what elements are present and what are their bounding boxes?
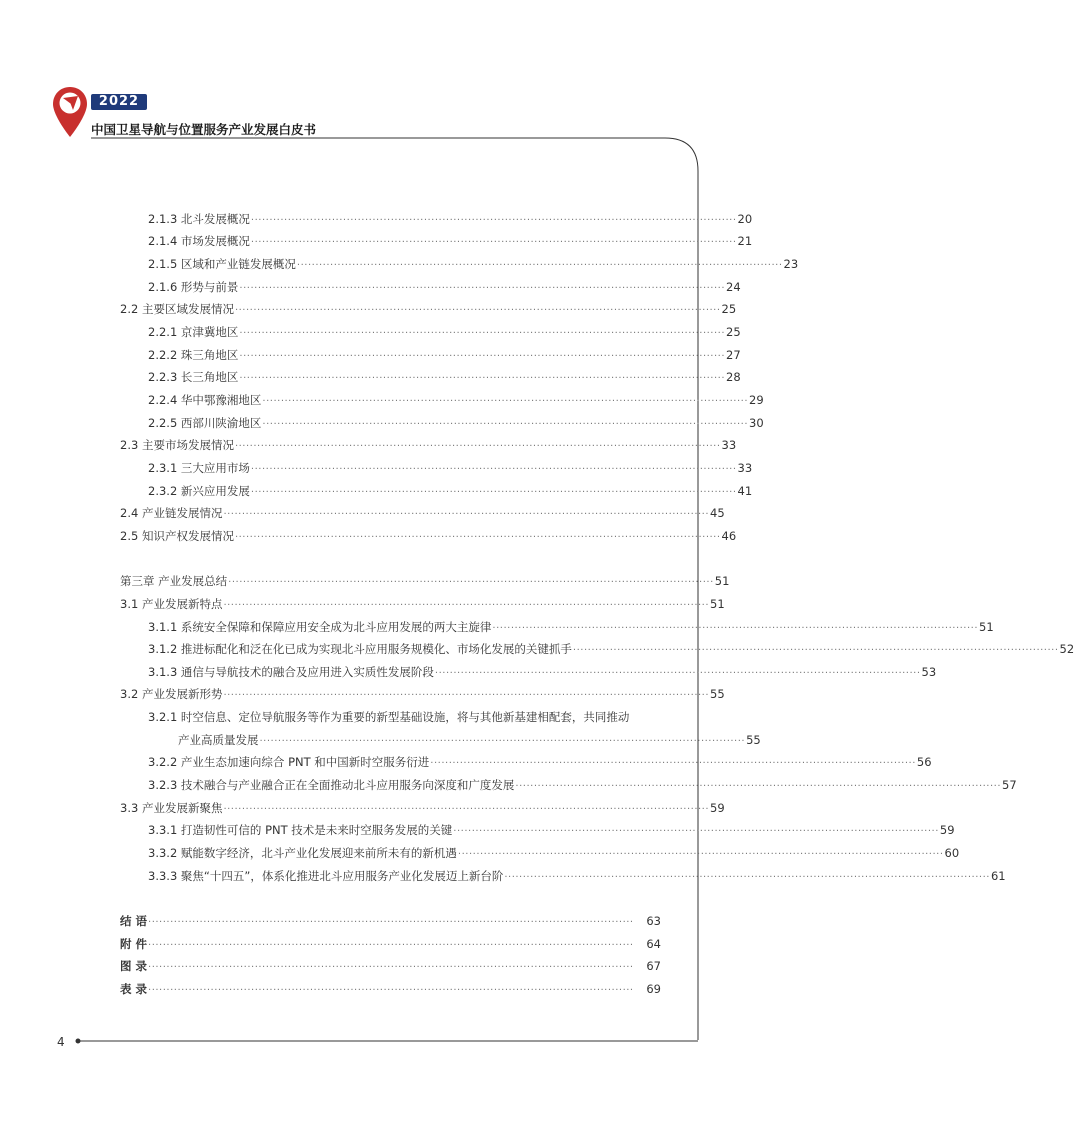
location-pin-logo bbox=[52, 86, 88, 138]
toc-entry[interactable] bbox=[120, 800, 725, 816]
toc-entry-page: 30 bbox=[749, 416, 764, 430]
toc-entry-page: 55 bbox=[710, 687, 725, 701]
toc-entry[interactable] bbox=[148, 211, 753, 227]
toc-entry-label: 表 录 bbox=[120, 982, 148, 996]
toc-entry-label: 3.3.2 赋能数字经济，北斗产业化发展迎来前所未有的新机遇 bbox=[148, 846, 457, 860]
toc-entry[interactable] bbox=[148, 868, 1006, 884]
toc-leader: ···································································································································· bbox=[234, 305, 721, 316]
toc-entry[interactable] bbox=[148, 619, 994, 635]
toc-entry[interactable] bbox=[120, 596, 725, 612]
toc-entry-page: 53 bbox=[921, 665, 937, 679]
toc-entry-label: 2.2.5 西部川陕渝地区 bbox=[148, 416, 262, 430]
toc-entry-appendix[interactable] bbox=[120, 958, 661, 974]
toc-leader: ···································································································································· bbox=[148, 940, 634, 951]
toc-entry-page: 51 bbox=[714, 574, 730, 588]
toc-leader: ···································································································································· bbox=[250, 215, 737, 226]
toc-entry-label: 2.4 产业链发展情况 bbox=[120, 506, 223, 520]
toc-entry[interactable] bbox=[120, 505, 725, 521]
toc-leader: ···································································································································· bbox=[492, 623, 979, 634]
toc-entry-label: 3.3.3 聚焦“十四五”，体系化推进北斗应用服务产业化发展迈上新台阶 bbox=[148, 869, 504, 883]
toc-leader: ···································································································································· bbox=[234, 441, 721, 452]
toc-entry-label: 2.1.6 形势与前景 bbox=[148, 280, 239, 294]
toc-leader: ···································································································································· bbox=[223, 804, 710, 815]
toc-entry-page: 59 bbox=[939, 823, 955, 837]
toc-entry-label: 3.2.3 技术融合与产业融合正在全面推动北斗应用服务向深度和广度发展 bbox=[148, 778, 515, 792]
toc-entry-page: 60 bbox=[944, 846, 960, 860]
toc-leader: ···································································································································· bbox=[148, 962, 634, 973]
toc-leader: ···································································································································· bbox=[239, 373, 726, 384]
toc-entry-label: 2.5 知识产权发展情况 bbox=[120, 529, 234, 543]
toc-leader: ···································································································································· bbox=[250, 487, 737, 498]
toc-leader: ···································································································································· bbox=[250, 237, 737, 248]
toc-leader: ···································································································································· bbox=[223, 690, 710, 701]
toc-leader: ···································································································································· bbox=[504, 872, 990, 883]
toc-entry[interactable] bbox=[148, 641, 1074, 657]
toc-entry-label: 2.1.4 市场发展概况 bbox=[148, 234, 250, 248]
toc-leader: ···································································································································· bbox=[223, 509, 710, 520]
toc-entry[interactable] bbox=[148, 347, 741, 363]
toc-entry[interactable] bbox=[120, 686, 725, 702]
toc-entry[interactable] bbox=[148, 256, 799, 272]
toc-leader: ···································································································································· bbox=[148, 917, 634, 928]
toc-entry-page: 55 bbox=[746, 733, 761, 747]
toc-entry[interactable] bbox=[148, 483, 753, 499]
toc-entry-label: 2.2.4 华中鄂豫湘地区 bbox=[148, 393, 262, 407]
toc-entry-page: 29 bbox=[749, 393, 764, 407]
toc-entry-label: 图 录 bbox=[120, 959, 148, 973]
toc-entry[interactable] bbox=[148, 845, 960, 861]
toc-entry-page: 46 bbox=[721, 529, 737, 543]
toc-entry-page: 67 bbox=[646, 959, 661, 973]
toc-leader: ···································································································································· bbox=[262, 396, 749, 407]
toc-entry-page: 24 bbox=[726, 280, 741, 294]
toc-entry-page: 21 bbox=[737, 234, 753, 248]
toc-leader: ···································································································································· bbox=[228, 577, 714, 588]
toc-leader: ···································································································································· bbox=[234, 532, 721, 543]
toc-entry-page: 51 bbox=[979, 620, 994, 634]
toc-entry-label: 3.1.2 推进标配化和泛在化已成为实现北斗应用服务规模化、市场化发展的关键抓手 bbox=[148, 642, 572, 656]
page-number: 4 bbox=[57, 1035, 65, 1049]
toc-entry[interactable] bbox=[148, 777, 1017, 793]
toc-entry-label: 2.2.2 珠三角地区 bbox=[148, 348, 239, 362]
toc-entry-page: 33 bbox=[721, 438, 737, 452]
toc-entry[interactable] bbox=[148, 415, 764, 431]
toc-leader: ···································································································································· bbox=[572, 645, 1059, 656]
toc-entry-label: 产业高质量发展 bbox=[178, 733, 259, 747]
toc-leader: ···································································································································· bbox=[457, 849, 944, 860]
toc-entry-page: 52 bbox=[1059, 642, 1074, 656]
toc-leader: ···································································································································· bbox=[434, 668, 921, 679]
toc-entry-label: 3.3.1 打造韧性可信的 PNT 技术是未来时空服务发展的关键 bbox=[148, 823, 453, 837]
toc-leader: ···································································································································· bbox=[239, 283, 726, 294]
toc-entry-appendix[interactable] bbox=[120, 913, 661, 929]
toc-entry-label: 2.1.5 区域和产业链发展概况 bbox=[148, 257, 296, 271]
toc-entry[interactable] bbox=[148, 664, 937, 680]
toc-entry-label: 2.3 主要市场发展情况 bbox=[120, 438, 234, 452]
toc-entry-label-line1[interactable]: 3.2.1 时空信息、定位导航服务等作为重要的新型基础设施，将与其他新基建相配套，共同推动 bbox=[148, 710, 630, 724]
toc-entry[interactable] bbox=[148, 369, 741, 385]
toc-entry-appendix[interactable] bbox=[120, 936, 661, 952]
toc-entry[interactable] bbox=[148, 822, 955, 838]
toc-leader: ···································································································································· bbox=[239, 351, 726, 362]
toc-entry-chapter[interactable] bbox=[120, 573, 730, 589]
toc-entry-page: 23 bbox=[783, 257, 799, 271]
toc-entry-label: 3.1 产业发展新特点 bbox=[120, 597, 223, 611]
toc-entry-page: 51 bbox=[710, 597, 725, 611]
book-title: 中国卫星导航与位置服务产业发展白皮书 bbox=[91, 122, 317, 137]
toc-entry[interactable] bbox=[148, 324, 741, 340]
toc-entry-label: 3.3 产业发展新聚焦 bbox=[120, 801, 223, 815]
toc-entry-page: 57 bbox=[1002, 778, 1017, 792]
toc-leader: ···································································································································· bbox=[259, 736, 746, 747]
toc-entry-label: 2.1.3 北斗发展概况 bbox=[148, 212, 250, 226]
toc-entry-label: 2.2.3 长三角地区 bbox=[148, 370, 239, 384]
toc-entry-page: 64 bbox=[646, 937, 661, 951]
toc-entry-page: 63 bbox=[646, 914, 661, 928]
toc-entry[interactable] bbox=[148, 279, 741, 295]
toc-entry-page: 61 bbox=[990, 869, 1006, 883]
toc-entry-page: 20 bbox=[737, 212, 753, 226]
toc-entry-label: 结 语 bbox=[120, 914, 148, 928]
toc-leader: ···································································································································· bbox=[453, 826, 939, 837]
toc-entry-page: 27 bbox=[726, 348, 741, 362]
toc-entry-page: 69 bbox=[646, 982, 661, 996]
toc-entry-label: 2.2.1 京津冀地区 bbox=[148, 325, 239, 339]
toc-entry-page: 59 bbox=[710, 801, 725, 815]
toc-entry-label: 3.1.1 系统安全保障和保障应用安全成为北斗应用发展的两大主旋律 bbox=[148, 620, 492, 634]
toc-entry-page: 41 bbox=[737, 484, 753, 498]
toc-leader: ···································································································································· bbox=[296, 260, 783, 271]
toc-entry-label: 2.3.2 新兴应用发展 bbox=[148, 484, 250, 498]
toc-leader: ···································································································································· bbox=[430, 758, 916, 769]
toc-entry-page: 56 bbox=[916, 755, 932, 769]
toc-leader: ···································································································································· bbox=[148, 985, 634, 996]
toc-entry[interactable] bbox=[120, 437, 737, 453]
toc-entry[interactable] bbox=[178, 732, 761, 748]
toc-entry[interactable] bbox=[120, 528, 737, 544]
toc-entry-page: 28 bbox=[726, 370, 741, 384]
toc-entry-appendix[interactable] bbox=[120, 981, 661, 997]
toc-leader: ···································································································································· bbox=[223, 600, 710, 611]
toc-leader: ···································································································································· bbox=[239, 328, 726, 339]
toc-entry[interactable] bbox=[148, 392, 764, 408]
toc-entry-label: 3.2 产业发展新形势 bbox=[120, 687, 223, 701]
toc-leader: ···································································································································· bbox=[515, 781, 1002, 792]
toc-leader: ···································································································································· bbox=[262, 419, 749, 430]
toc-entry-page: 45 bbox=[710, 506, 725, 520]
toc-entry-page: 25 bbox=[726, 325, 741, 339]
toc-entry-label: 第三章 产业发展总结 bbox=[120, 574, 228, 588]
toc-entry[interactable] bbox=[148, 233, 753, 249]
toc-entry[interactable] bbox=[148, 460, 753, 476]
toc-entry-page: 25 bbox=[721, 302, 737, 316]
year-badge: 2022 bbox=[91, 94, 147, 110]
toc-entry-label: 3.2.2 产业生态加速向综合 PNT 和中国新时空服务衍进 bbox=[148, 755, 430, 769]
toc-entry-label: 2.2 主要区域发展情况 bbox=[120, 302, 234, 316]
toc-entry-label: 2.3.1 三大应用市场 bbox=[148, 461, 250, 475]
toc-entry[interactable] bbox=[120, 301, 737, 317]
toc-entry-page: 33 bbox=[737, 461, 753, 475]
toc-entry-label: 附 件 bbox=[120, 937, 148, 951]
toc-entry-label: 3.1.3 通信与导航技术的融合及应用进入实质性发展阶段 bbox=[148, 665, 434, 679]
toc-entry[interactable] bbox=[148, 754, 932, 770]
toc-leader: ···································································································································· bbox=[250, 464, 737, 475]
